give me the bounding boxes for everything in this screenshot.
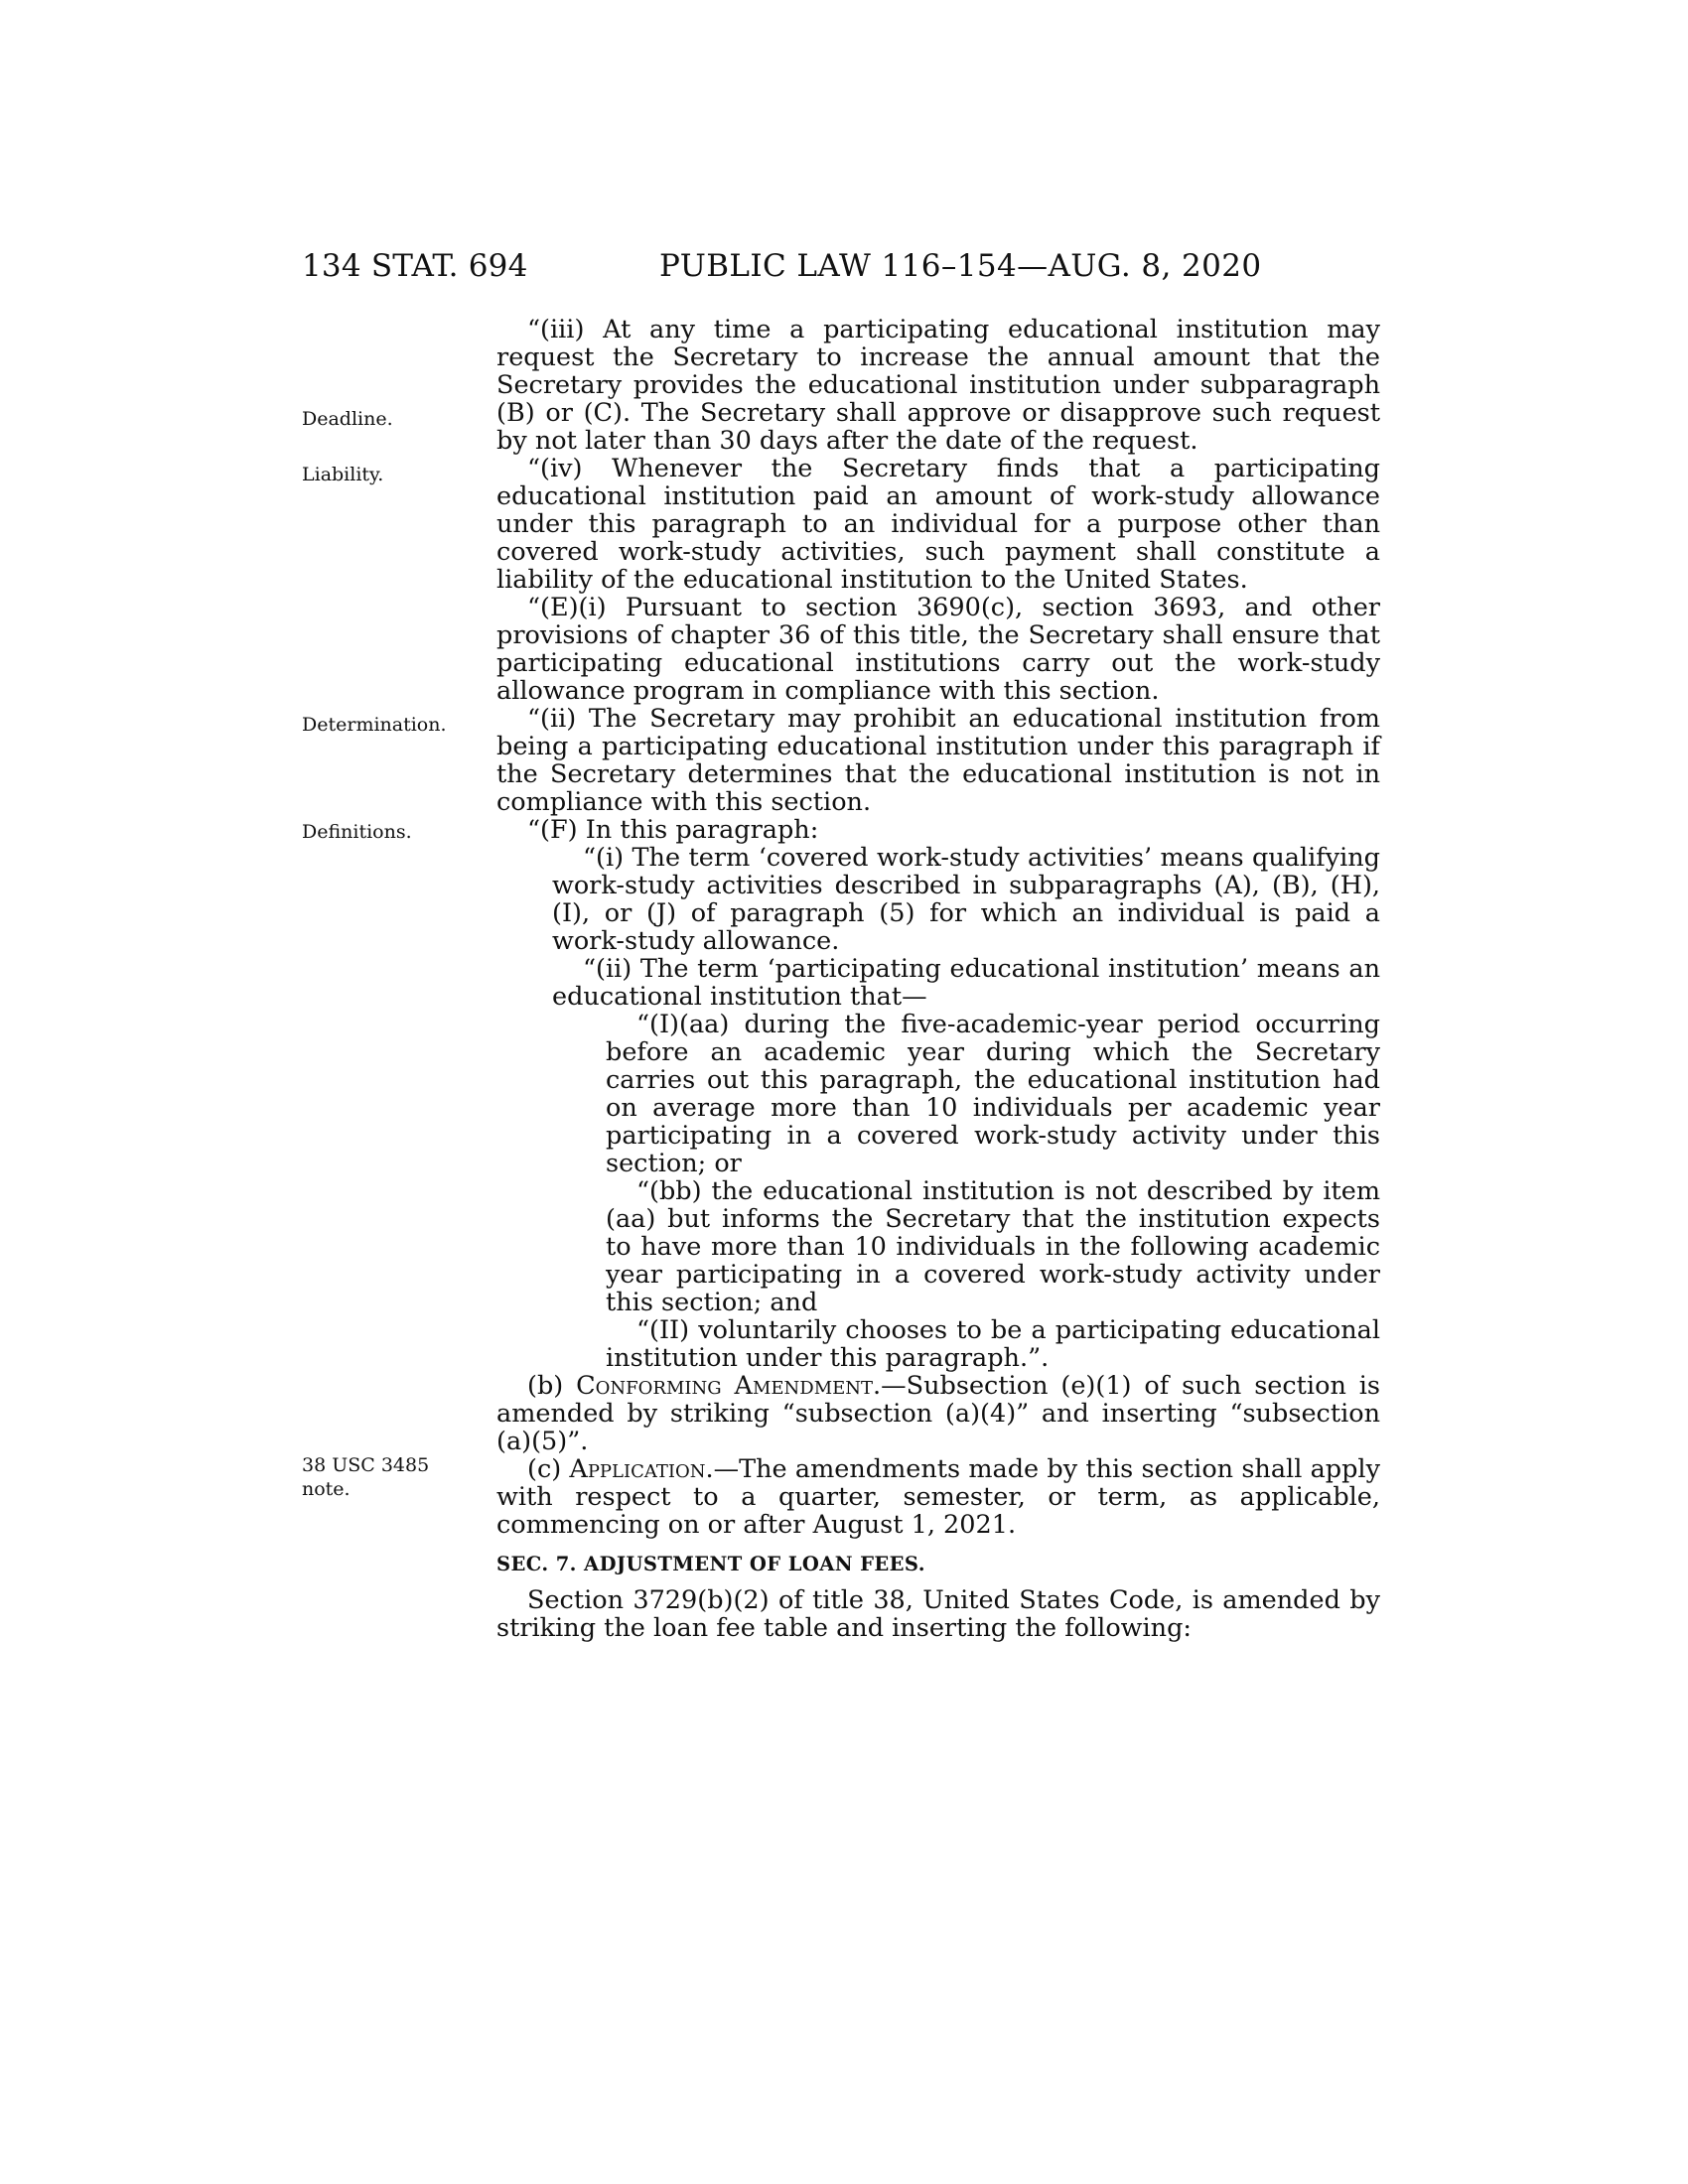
subsection-b-lead: (b) [527, 1371, 577, 1401]
margin-note-definitions: Definitions. [302, 821, 412, 843]
subsection-b-text: —Subsection (e)(1) of such section is amended by striking “subsection (a)(4)” and inserting “subsection (a)(5)”. [496, 1371, 1381, 1456]
clause-f-i: “(i) The term ‘covered work-study activities’ means qualifying work-study activities described in subparagraphs (A), (B), (H), (I), or (J) of paragraph (5) for which an individual is paid a work-study allowance. [552, 843, 1380, 956]
margin-note-usc-line2: note. [302, 1478, 351, 1500]
section-7-text: Section 3729(b)(2) of title 38, United States Code, is amended by striking the loan fee table and inserting the following: [496, 1585, 1380, 1643]
page-running-head: PUBLIC LAW 116–154—AUG. 8, 2020 [659, 248, 1262, 284]
subsection-c-caption: Application. [569, 1454, 714, 1484]
margin-note-determination: Determination. [302, 714, 447, 736]
margin-note-liability: Liability. [302, 464, 384, 485]
clause-f-ii: “(ii) The term ‘participating educational institution’ means an educational institution that— [552, 954, 1380, 1012]
subclause-ii: “(II) voluntarily chooses to be a participating educational institution under this paragraph.”. [606, 1315, 1380, 1373]
paragraph-f: “(F) In this paragraph: [527, 815, 819, 845]
margin-note-usc-line1: 38 USC 3485 [302, 1454, 430, 1476]
statute-body [496, 316, 1380, 1642]
section-heading: SEC. 7. ADJUSTMENT OF LOAN FEES. [496, 1553, 925, 1575]
margin-note-usc [302, 1453, 471, 1501]
subclause-i-aa: “(I)(aa) during the five-academic-year period occurring before an academic year during which the Secretary carries out this paragraph, the educational institution had on average more than 10 individuals per academic year participating in a covered work-study activity under this section; or [606, 1010, 1380, 1178]
paragraph-e-ii: “(ii) The Secretary may prohibit an educational institution from being a participating educational institution under this paragraph if the Secretary determines that the educational institution is not in compliance with this section. [496, 704, 1380, 817]
subsection-c-text: —The amendments made by this section shall apply with respect to a quarter, semester, or term, as applicable, commencing on or after August 1, 2021. [496, 1454, 1380, 1540]
paragraph-e-i: “(E)(i) Pursuant to section 3690(c), section 3693, and other provisions of chapter 36 of this title, the Secretary shall ensure that participating educational institutions carry out the work-study allowance program in compliance with this section. [496, 593, 1380, 706]
subsection-b [496, 1372, 1380, 1455]
subsection-c [496, 1455, 1380, 1539]
page-stat-citation: 134 STAT. 694 [302, 248, 528, 284]
paragraph-iv: “(iv) Whenever the Secretary finds that a participating educational institution paid an amount of work-study allowance under this paragraph to an individual for a purpose other than covered work-study activities, such payment shall constitute a liability of the educational institution to the United States. [496, 454, 1380, 595]
margin-note-deadline: Deadline. [302, 408, 393, 430]
subsection-c-lead: (c) [527, 1454, 570, 1484]
subsection-b-caption: Conforming Amendment. [576, 1371, 882, 1401]
subclause-bb: “(bb) the educational institution is not described by item (aa) but informs the Secretary that the institution expects to have more than 10 individuals in the following academic year participating in a covered work-study activity under this section; and [606, 1176, 1380, 1317]
paragraph-iii: “(iii) At any time a participating educational institution may request the Secretary to increase the annual amount that the Secretary provides the educational institution under subparagraph (B) or (C). The Secretary shall approve or disapprove such request by not later than 30 days after the date of the request. [496, 315, 1380, 456]
